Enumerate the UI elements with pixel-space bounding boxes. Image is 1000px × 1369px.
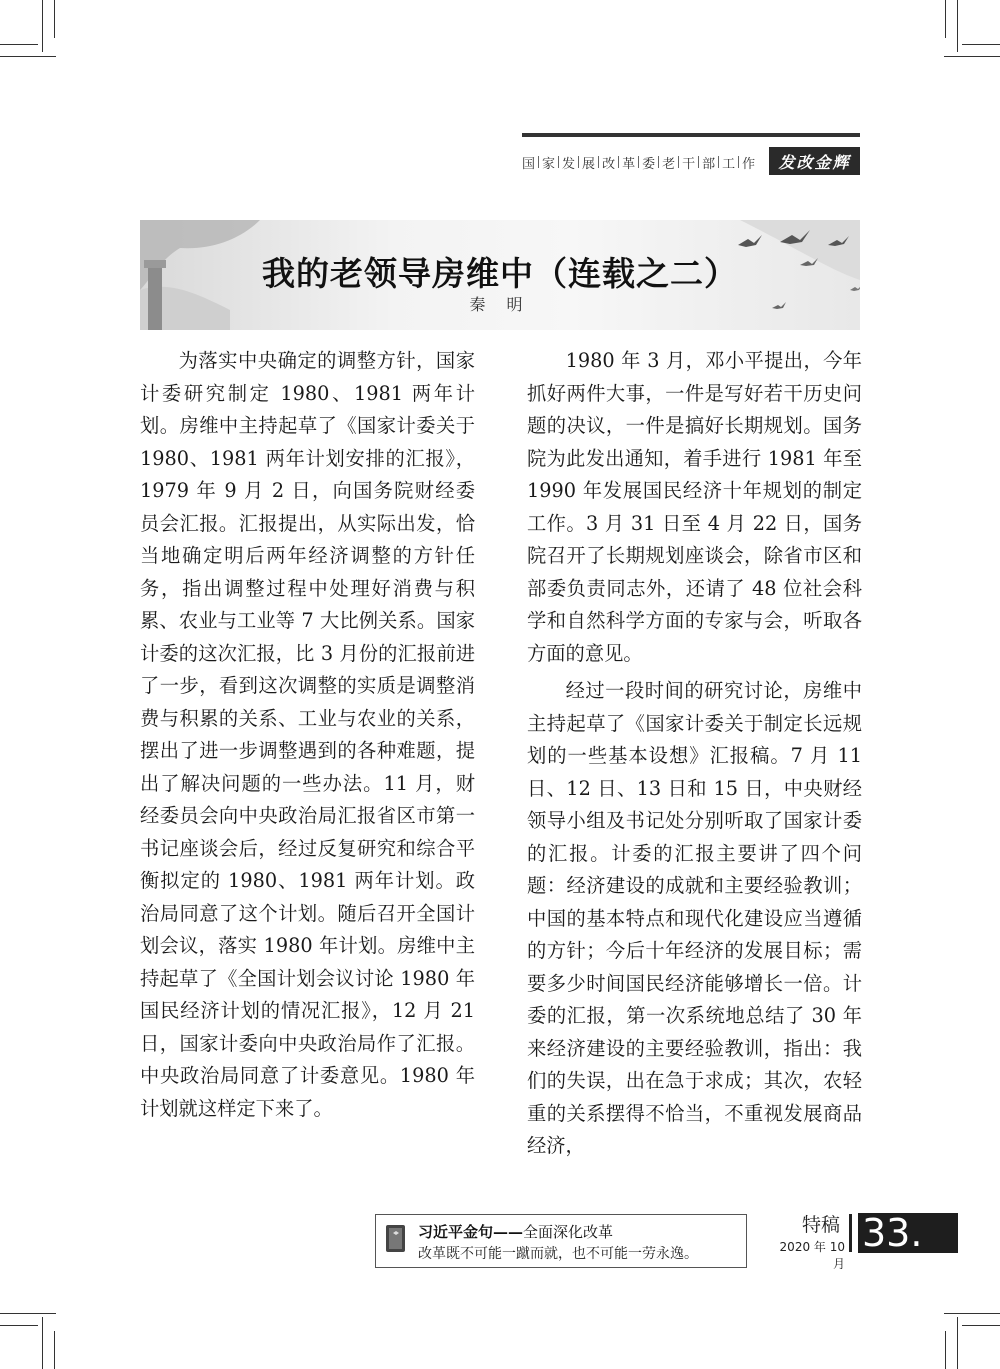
page-number: 33. (858, 1213, 958, 1253)
paragraph: 1980 年 3 月，邓小平提出，今年抓好两件大事，一件是写好若干历史问题的决议，一件是搞好长期规划。国务院为此发出通知，着手进行 1981 年至 1990 年发展国民经济十年规划的制定工作。3 月 31 日至 4 月 22 日，国务院召开了长期规划座谈会，除省市区和部委负责同志外，还请了 48 位社会科学和自然科学方面的专家与会，听取各方面的意见。 (527, 349, 862, 665)
paragraph: 为落实中央确定的调整方针，国家计委研究制定 1980、1981 两年计划。房维中主持起草了《国家计委关于 1980、1981 两年计划安排的汇报》，1979 年 9 月 2 日，向国务院财经委员会汇报。汇报提出，从实际出发，恰当地确定明后两年经济调整的方针任务，指出调整过程中处理好消费与积累、农业与工业等 7 大比例关系。国家计委的这次汇报，比 3 月份的汇报前进了一步，看到这次调整的实质是调整消费与积累的关系、工业与农业的关系，摆出了进一步调整遇到的各种难题，提出了解决问题的一些办法。11 月，财经委员会向中央政治局汇报省区市第一书记座谈会后，经过反复研究和综合平衡拟定的 1980、1981 两年计划。政治局同意了这个计划。随后召开全国计划会议，落实 1980 年计划。房维中主持起草了《全国计划会议讨论 1980 年国民经济计划的情况汇报》，12 月 21 日，国家计委向中央政治局作了汇报。中央政治局同意了计委意见。1980 年计划就这样定下来了。 (140, 349, 475, 1120)
header-separator (598, 156, 599, 168)
left-column (140, 345, 475, 1125)
crop-mark (944, 1313, 1000, 1314)
article-author: 秦 明 (469, 295, 531, 314)
crop-mark (957, 1317, 958, 1369)
header-separator (578, 156, 579, 168)
header-char: 展 (582, 156, 596, 172)
crop-mark (957, 0, 958, 52)
header-char: 发 (562, 156, 576, 172)
header-char: 部 (702, 156, 716, 172)
header-char: 干 (682, 156, 696, 172)
paragraph: 经过一段时间的研究讨论，房维中主持起草了《国家计委关于制定长远规划的一些基本设想》汇报稿。7 月 11 日、12 日、13 日和 15 日，中央财经领导小组及书记处分别听取了国家计委的汇报。计委的汇报主要讲了四个问题：经济建设的成就和主要经验教训；中国的基本特点和现代化建设应当遵循的方针；今后十年经济的发展目标；需要多少时间国民经济能够增长一倍。计委的汇报，第一次系统地总结了 30 年来经济建设的主要经验教训，指出：我们的失误，出在急于求成；其次，农轻重的关系摆得不恰当，不重视发展商品经济， (527, 679, 862, 1157)
article-title: 我的老领导房维中（连载之二） (262, 254, 738, 293)
crop-mark (944, 56, 1000, 57)
header-separator (658, 156, 659, 168)
header-separator (618, 156, 619, 168)
header-char: 革 (622, 156, 636, 172)
header-char: 老 (662, 156, 676, 172)
column-badge: 发改金辉 (769, 147, 860, 175)
header-char: 国 (522, 156, 536, 172)
crop-mark (962, 44, 1000, 45)
book-icon (385, 1224, 407, 1254)
footer-divider (849, 1214, 852, 1252)
quote-title (418, 1221, 613, 1242)
header-char: 作 (742, 156, 756, 172)
crop-mark (54, 1331, 55, 1369)
header-char: 委 (642, 156, 656, 172)
header-separator (678, 156, 679, 168)
issue-date: 2020 年 10 月 (779, 1240, 845, 1271)
header-char: 工 (722, 156, 736, 172)
section-label: 特稿 (801, 1214, 840, 1236)
header-char: 家 (542, 156, 556, 172)
crop-mark (0, 44, 38, 45)
header-separator (558, 156, 559, 168)
header-separator (538, 156, 539, 168)
crop-mark (0, 56, 56, 57)
crop-mark (0, 1325, 38, 1326)
header-char: 改 (602, 156, 616, 172)
crop-mark (42, 1317, 43, 1369)
header-separator (718, 156, 719, 168)
crop-mark (962, 1325, 1000, 1326)
header-separator (698, 156, 699, 168)
crop-mark (945, 0, 946, 38)
quote-topic: 全面深化改革 (523, 1223, 614, 1241)
section-header (522, 152, 755, 172)
header-separator (738, 156, 739, 168)
quote-box (375, 1214, 747, 1268)
header-rule (522, 133, 860, 137)
crop-mark (945, 1331, 946, 1369)
crop-mark (54, 0, 55, 38)
crop-mark (42, 0, 43, 52)
quote-text: 改革既不可能一蹴而就，也不可能一劳永逸。 (418, 1246, 698, 1262)
quote-series: 习近平金句—— (418, 1223, 524, 1241)
crop-mark (0, 1313, 56, 1314)
right-column (527, 345, 862, 1163)
header-separator (638, 156, 639, 168)
